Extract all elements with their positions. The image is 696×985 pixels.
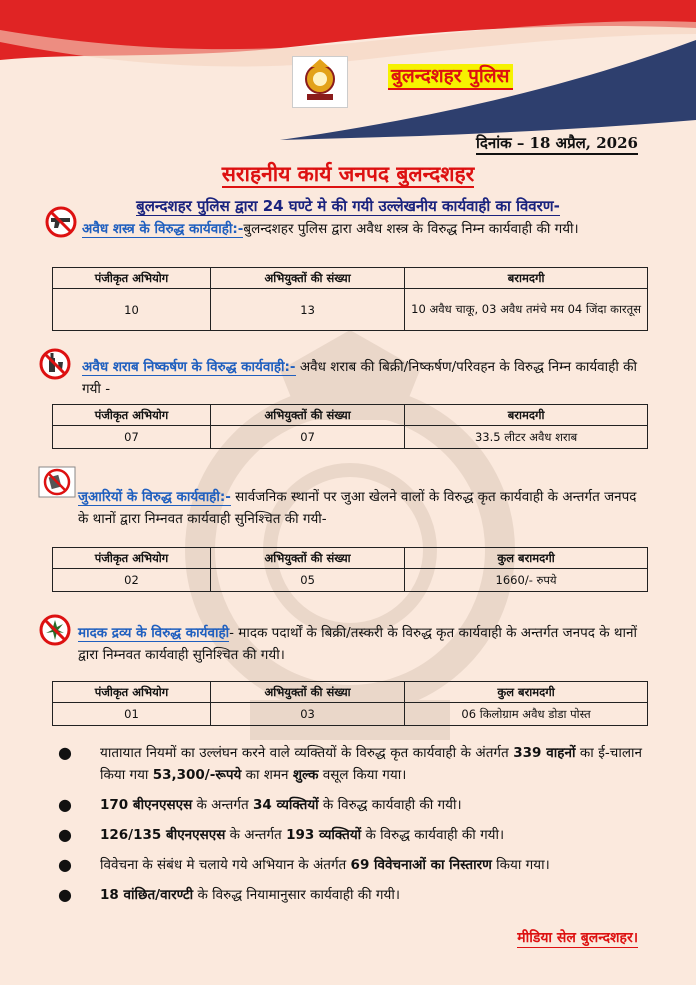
no-gun-icon — [42, 206, 80, 238]
section-drugs-heading: मादक द्रव्य के विरुद्ध कार्यवाही — [78, 625, 230, 641]
summary-bullet-list — [58, 742, 642, 914]
no-gambling-icon — [38, 466, 76, 498]
table-cell: 06 किलोग्राम अवैध डोडा पोस्त — [405, 703, 648, 726]
table-header: अभियुक्तों की संख्या — [211, 405, 405, 426]
arms-table — [52, 267, 648, 331]
bullet-icon: ● — [58, 825, 72, 844]
brand-title: बुलन्दशहर पुलिस — [388, 64, 513, 90]
table-header: बरामदगी — [405, 268, 648, 289]
list-item: ● 18 वांछित/वारण्टी के विरुद्ध नियामानुसार कार्यवाही की गयी। — [58, 885, 400, 904]
page-subtitle: बुलन्दशहर पुलिस द्वारा 24 घण्टे मे की गयी उल्लेखनीय कार्यवाही का विवरण- — [136, 197, 560, 215]
liquor-table — [52, 404, 648, 449]
table-header: अभियुक्तों की संख्या — [211, 548, 405, 569]
table-cell: 01 — [53, 703, 211, 726]
list-item: ● विवेचना के संबंध मे चलाये गये अभियान के अंतर्गत 69 विवेचनाओं का निस्तारण किया गया। — [58, 855, 550, 874]
bullet-icon: ● — [58, 885, 72, 904]
table-cell: 13 — [211, 289, 405, 331]
drugs-table — [52, 681, 648, 726]
section-liquor-heading: अवैध शराब निष्कर्षण के विरुद्ध कार्यवाही:- — [82, 359, 296, 375]
table-cell: 10 — [53, 289, 211, 331]
section-gambling — [78, 486, 638, 530]
table-cell: 05 — [211, 569, 405, 592]
table-cell: 33.5 लीटर अवैध शराब — [405, 426, 648, 449]
bullet-icon: ● — [58, 855, 72, 874]
section-gambling-heading: जुआरियों के विरुद्ध कार्यवाही:- — [78, 489, 231, 505]
table-cell: 10 अवैध चाकू, 03 अवैध तमंचे मय 04 जिंदा कारतूस — [405, 289, 648, 331]
section-arms — [82, 218, 638, 240]
bullet-icon: ● — [58, 795, 72, 814]
section-liquor — [82, 356, 638, 400]
table-cell: 03 — [210, 703, 404, 726]
list-item: ● 170 बीएनएसएस के अन्तर्गत 34 व्यक्तियों के विरुद्ध कार्यवाही की गयी। — [58, 795, 462, 814]
report-date: दिनांक – 18 अप्रैल, 2026 — [476, 133, 638, 155]
footer-signature: मीडिया सेल बुलन्दशहर। — [517, 930, 638, 946]
table-cell: 1660/- रुपये — [405, 569, 648, 592]
table-header: पंजीकृत अभियोग — [53, 405, 211, 426]
list-item: ● 126/135 बीएनएसएस के अन्तर्गत 193 व्यक्तियों के विरुद्ध कार्यवाही की गयी। — [58, 825, 505, 844]
section-arms-heading: अवैध शस्त्र के विरुद्ध कार्यवाही:- — [82, 221, 244, 237]
section-drugs — [78, 622, 638, 666]
section-arms-text: बुलन्दशहर पुलिस द्वारा अवैध शस्त्र के विरुद्ध निम्न कार्यवाही की गयी। — [243, 221, 579, 237]
list-item: ● यातायात नियमों का उल्लंघन करने वाले व्यक्तियों के विरुद्ध कृत कार्यवाही के अंतर्गत 339 वाहनों का ई-चालान किया गया 53,300/-रूपये का शमन शुल्क वसूल किया गया। — [58, 743, 642, 783]
table-cell: 07 — [53, 426, 211, 449]
table-header: पंजीकृत अभियोग — [53, 548, 211, 569]
bullet-icon: ● — [58, 743, 72, 762]
table-cell: 07 — [211, 426, 405, 449]
table-header: कुल बरामदगी — [405, 548, 648, 569]
table-header: अभियुक्तों की संख्या — [210, 682, 404, 703]
no-drugs-icon — [36, 614, 74, 646]
section-gambling-text: सार्वजनिक स्थानों पर जुआ खेलने वालों के विरुद्ध कृत कार्यवाही के अन्तर्गत जनपद के थानों द्वारा निम्नवत कार्यवाही सुनिश्चित की गयी- — [78, 489, 637, 527]
up-police-seal-icon — [292, 56, 348, 108]
page-title: सराहनीय कार्य जनपद बुलन्दशहर — [221, 162, 475, 186]
header-banner — [0, 0, 696, 140]
gambling-table — [52, 547, 648, 592]
no-alcohol-icon — [36, 348, 74, 380]
table-header: कुल बरामदगी — [405, 682, 648, 703]
table-header: बरामदगी — [405, 405, 648, 426]
table-header: अभियुक्तों की संख्या — [211, 268, 405, 289]
table-header: पंजीकृत अभियोग — [53, 268, 211, 289]
section-liquor-text: अवैध शराब की बिक्री/निष्कर्षण/परिवहन के विरुद्ध निम्न कार्यवाही की गयी - — [82, 359, 637, 397]
table-cell: 02 — [53, 569, 211, 592]
section-drugs-text: - मादक पदार्थों के बिक्री/तस्करी के विरुद्ध कृत कार्यवाही के अन्तर्गत जनपद के थानों द्वारा निम्नवत कार्यवाही सुनिश्चित की गयी। — [78, 625, 637, 663]
table-header: पंजीकृत अभियोग — [53, 682, 211, 703]
